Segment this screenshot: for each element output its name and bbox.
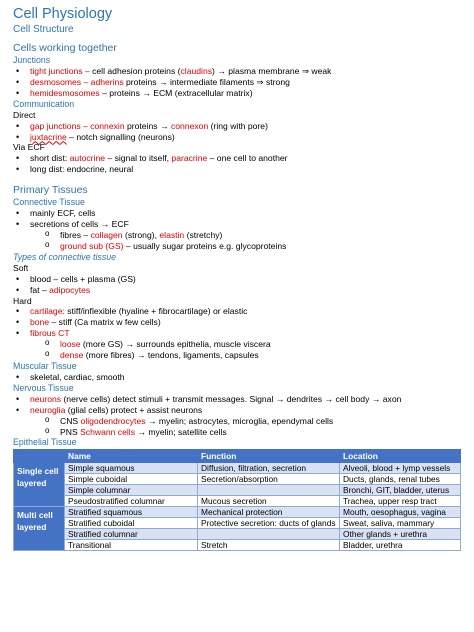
cell-location: Bronchi, GIT, bladder, uterus [340,485,461,496]
column-header [14,450,65,463]
label-via-ecf: Via ECF [13,142,45,153]
list-item: • desmosomes – adherins proteins → intermediate filaments ⇒ strong [13,77,465,88]
table-row [14,518,461,529]
label-hard: Hard [13,295,32,306]
table-row [14,529,461,540]
cell-location: Ducts, glands, renal tubes [340,474,461,485]
cell-function: Protective secretion: ducts of glands [198,518,340,529]
cell-name: Stratified columnar [65,529,198,540]
via-ecf-list [13,153,465,175]
column-header: Name [65,450,198,463]
soft-list [13,274,465,296]
heading-nervous-tissue: Nervous Tissue [13,382,74,393]
cell-function: Mechanical protection [198,507,340,518]
list-item: • mainly ECF, cells [13,208,465,219]
cell-name: Pseudostratified columnar [65,496,198,507]
heading-communication: Communication [13,98,75,109]
column-header: Location [340,450,461,463]
heading-types-connective: Types of connective tissue [13,251,117,262]
list-item: • neurons (nerve cells) detect stimuli + transmit messages. Signal → dendrites → cell body → axon [13,394,465,405]
sub-list-item: o loose (more GS) → surrounds epithelia, muscle viscera [13,339,465,350]
list-item: • long dist: endocrine, neural [13,164,465,175]
cell-function: Secretion/absorption [198,474,340,485]
list-item: • hemidesmosomes – proteins → ECM (extracellular matrix) [13,88,465,99]
table-row [14,474,461,485]
cell-function: Mucous secretion [198,496,340,507]
heading-muscular-tissue: Muscular Tissue [13,360,77,371]
cell-name: Simple cuboidal [65,474,198,485]
nervous-list [13,394,465,438]
group-label: Multi cell layered [14,507,65,551]
page-subtitle: Cell Structure [13,24,74,35]
sub-list-item: o CNS oligodendrocytes → myelin; astrocytes, microglia, ependymal cells [13,416,465,427]
cell-name: Simple columnar [65,485,198,496]
list-item: • secretions of cells → ECF [13,219,465,230]
junctions-list [13,66,465,99]
list-item: • skeletal, cardiac, smooth [13,372,465,383]
epithelial-table [13,449,461,551]
cell-name: Stratified cuboidal [65,518,198,529]
list-item: • gap junctions – connexin proteins → connexon (ring with pore) [13,121,465,132]
list-item: • neuroglia (glial cells) protect + assist neurons [13,405,465,416]
list-item: • fat – adipocytes [13,285,465,296]
table-row [14,485,461,496]
sub-list-item: o PNS Schwann cells → myelin; satellite cells [13,427,465,438]
list-item: • juxtacrine – notch signalling (neurons) [13,132,465,143]
direct-list [13,121,465,143]
cell-name: Stratified squamous [65,507,198,518]
cell-name: Transitional [65,540,198,551]
cell-function: Diffusion, filtration, secretion [198,463,340,474]
heading-primary-tissues: Primary Tissues [13,184,88,197]
cell-location: Alveoli, blood + lymp vessels [340,463,461,474]
connective-list [13,208,465,252]
cell-location: Other glands + urethra [340,529,461,540]
document-page [13,6,465,551]
list-item: • bone – stiff (Ca matrix w few cells) [13,317,465,328]
list-item: • tight junctions – cell adhesion proteins (claudins) → plasma membrane ⇒ weak [13,66,465,77]
label-direct: Direct [13,109,36,120]
column-header: Function [198,450,340,463]
list-item: • short dist: autocrine – signal to itself, paracrine – one cell to another [13,153,465,164]
muscular-list [13,372,465,383]
cell-function: Stretch [198,540,340,551]
sub-list-item: o fibres – collagen (strong), elastin (stretchy) [13,230,465,241]
cell-location: Sweat, saliva, mammary [340,518,461,529]
cell-location: Bladder, urethra [340,540,461,551]
cell-function [198,529,340,540]
list-item: • blood – cells + plasma (GS) [13,274,465,285]
cell-function [198,485,340,496]
list-item: • fibrous CT [13,328,465,339]
heading-cells-working-together: Cells working together [13,42,117,54]
table-row [14,463,461,474]
sub-list-item: o dense (more fibres) → tendons, ligaments, capsules [13,350,465,361]
label-soft: Soft [13,262,29,273]
cell-name: Simple squamous [65,463,198,474]
list-item: • cartilage: stiff/inflexible (hyaline + fibrocartilage) or elastic [13,306,465,317]
sub-list-item: o ground sub (GS) – usually sugar proteins e.g. glycoproteins [13,241,465,252]
cell-location: Mouth, oesophagus, vagina [340,507,461,518]
table-row [14,540,461,551]
hard-list [13,306,465,361]
table-header-row [14,450,461,463]
table-row [14,507,461,518]
cell-location: Trachea, upper resp tract [340,496,461,507]
table-row [14,496,461,507]
heading-connective-tissue: Connective Tissue [13,197,85,208]
heading-junctions: Junctions [13,55,51,65]
page-title: Cell Physiology [13,6,113,22]
heading-epithelial-tissue: Epithelial Tissue [13,437,77,448]
group-label: Single cell layered [14,463,65,507]
